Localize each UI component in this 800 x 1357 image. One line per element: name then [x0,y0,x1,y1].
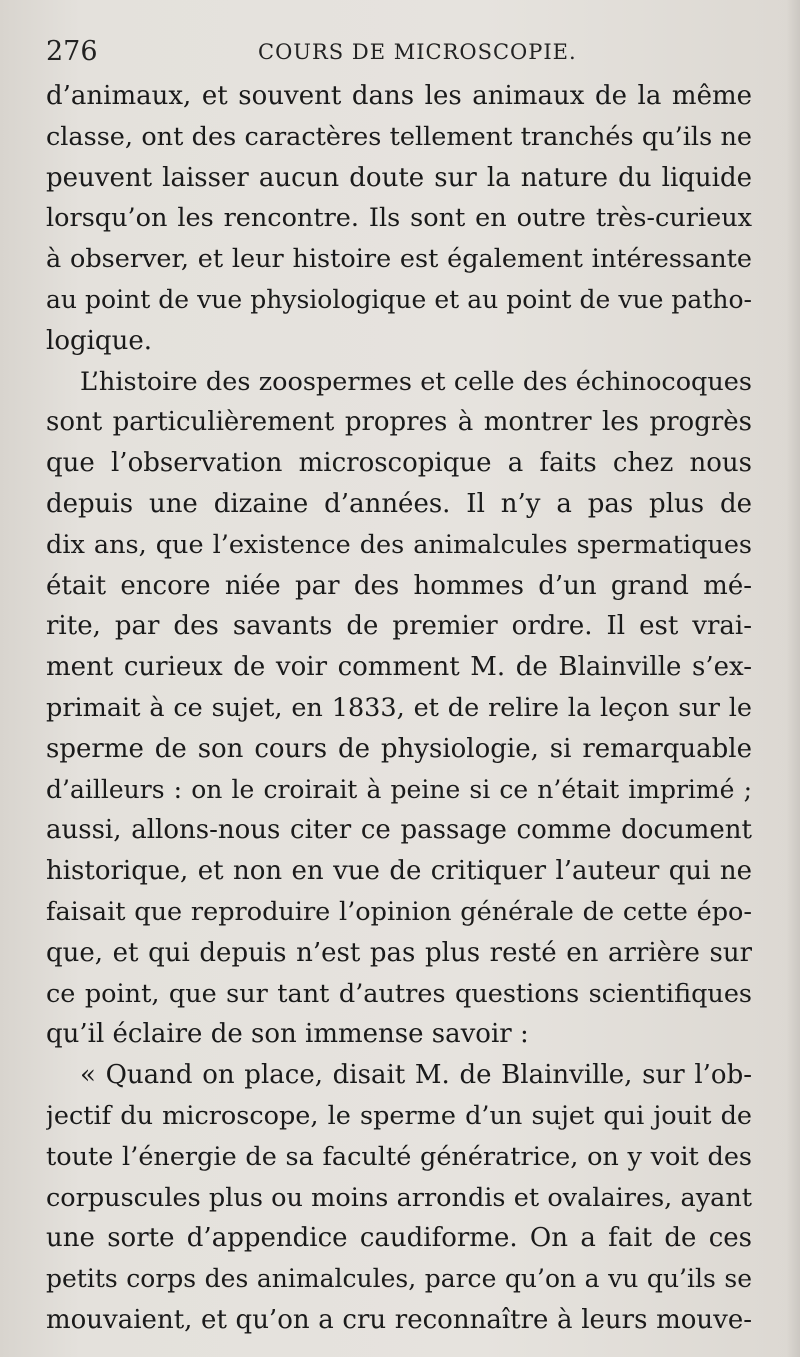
text-line: lorsqu’on les rencontre. Ils sont en outre très-curieux [46,203,752,234]
page-edge-shadow [786,0,800,1357]
text-line: primait à ce sujet, en 1833, et de relire la leçon sur le [46,692,752,723]
text-line: sperme de son cours de physiologie, si remarquable [46,733,752,764]
text-line: ment curieux de voir comment M. de Blainville s’ex- [46,652,752,683]
text-line: dix ans, que l’existence des animalcules spermatiques [46,529,752,560]
text-line: peuvent laisser aucun doute sur la nature du liquide [46,162,752,193]
text-line: aussi, allons-nous citer ce passage comme document [46,815,752,846]
text-line: rite, par des savants de premier ordre. Il est vrai- [46,611,752,642]
text-line: qu’il éclaire de son immense savoir : [46,1019,529,1050]
text-line: ce point, que sur tant d’autres questions scientifiques [46,978,752,1009]
text-line: « Quand on place, disait M. de Blainville, sur l’ob- [80,1060,752,1091]
text-line: d’animaux, et souvent dans les animaux de la même [46,81,752,111]
text-line: classe, ont des caractères tellement tranchés qu’ils ne [46,121,752,152]
text-line: faisait que reproduire l’opinion générale de cette épo- [46,896,752,927]
text-line: une sorte d’appendice caudiforme. On a fait de ces [46,1223,752,1254]
text-line: toute l’énergie de sa faculté génératrice, on y voit des [46,1141,752,1172]
text-line: que l’observation microscopique a faits chez nous [46,448,752,479]
text-line: jectif du microscope, le sperme d’un sujet qui jouit de [46,1100,752,1131]
text-line: corpuscules plus ou moins arrondis et ovalaires, ayant [46,1182,752,1213]
page-number: 276 [46,36,98,67]
text-line: logique. [46,325,152,356]
text-line: historique, et non en vue de critiquer l’auteur qui ne [46,856,752,887]
text-line: L’histoire des zoospermes et celle des échinocoques [80,366,752,397]
running-head: COURS DE MICROSCOPIE. [258,40,577,64]
text-line: depuis une dizaine d’années. Il n’y a pas plus de [46,488,752,519]
text-line: d’ailleurs : on le croirait à peine si ce n’était imprimé ; [46,774,752,804]
text-line: que, et qui depuis n’est pas plus resté en arrière sur [46,937,752,968]
body-text [46,76,752,1341]
text-line: mouvaient, et qu’on a cru reconnaître à leurs mouve- [46,1304,752,1335]
text-line: à observer, et leur histoire est également intéressante [46,244,752,275]
text-line: sont particulièrement propres à montrer les progrès [46,407,752,438]
text-line: au point de vue physiologique et au point de vue patho- [46,284,752,314]
text-line: petits corps des animalcules, parce qu’on a vu qu’ils se [46,1264,752,1294]
text-line: était encore niée par des hommes d’un grand mé- [46,570,752,601]
